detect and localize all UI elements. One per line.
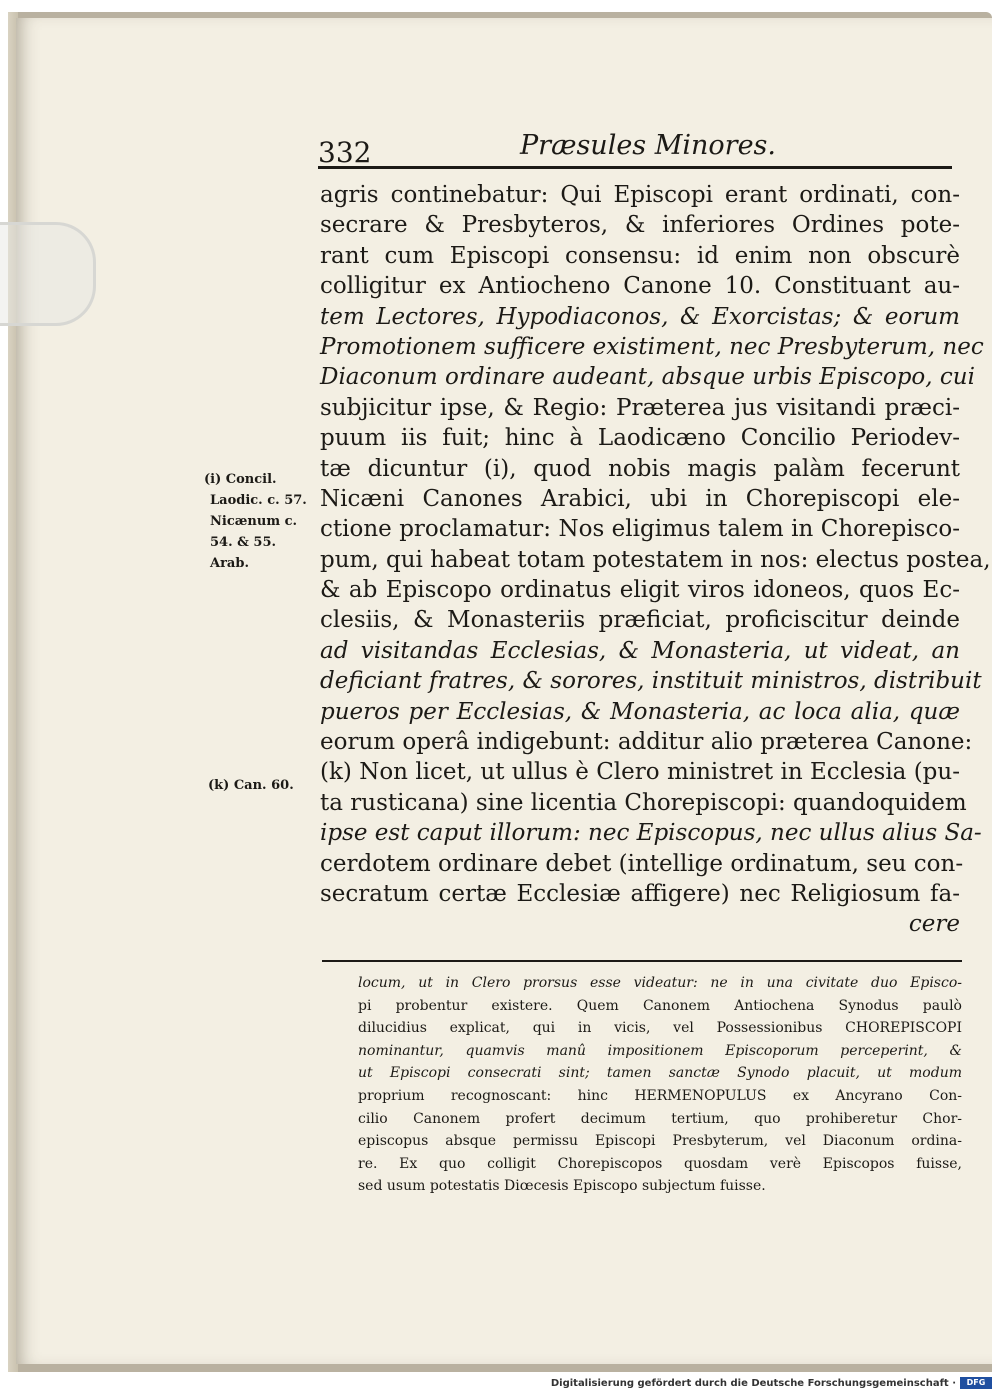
body-line: subjicitur ipse, & Regio: Præterea jus visitandi præci- [320, 394, 960, 421]
footnote-line: nominantur, quamvis manû impositionem Episcoporum perceperint, & [358, 1042, 962, 1059]
footnote-line: proprium recognoscant: hinc HERMENOPULUS ex Ancyrano Con- [358, 1087, 962, 1104]
body-line: ctione proclamatur: Nos eligimus talem in Chorepisco- [320, 516, 960, 543]
footer-strip [0, 1372, 1000, 1392]
footnote-line: dilucidius explicat, qui in vicis, vel Possessionibus CHOREPISCOPI [358, 1020, 962, 1037]
margin-note-k: (k) Can. 60. [208, 778, 294, 793]
body-line: Diaconum ordinare audeant, absque urbis Episcopo, cui [320, 364, 975, 391]
footnote-line: ut Episcopi consecrati sint; tamen sanctæ Synodo placuit, ut modum [358, 1065, 962, 1082]
body-line: (k) Non licet, ut ullus è Clero ministret in Ecclesia (pu- [320, 759, 960, 786]
margin-note-i-line3: Nicænum c. [210, 514, 298, 529]
margin-note-i-line4: 54. & 55. [210, 535, 277, 550]
digitization-credit: Digitalisierung gefördert durch die Deutsche Forschungsgemeinschaft · [550, 1378, 956, 1389]
body-line: ta rusticana) sine licentia Chorepiscopi: quandoquidem [320, 789, 967, 816]
body-line: secrare & Presbyteros, & inferiores Ordines pote- [320, 212, 960, 239]
body-line: deficiant fratres, & sorores, instituit ministros, distribuit [320, 668, 982, 695]
body-line: clesiis, & Monasteriis præficiat, proficiscitur deinde [320, 607, 960, 634]
body-line: ad visitandas Ecclesias, & Monasteria, ut videat, an [320, 637, 960, 664]
footnote-line: sed usum potestatis Diœcesis Episcopo subjectum fuisse. [358, 1178, 766, 1195]
body-line: tæ dicuntur (i), quod nobis magis palàm fecerunt [320, 455, 960, 482]
body-text [320, 180, 991, 940]
body-line: pueros per Ecclesias, & Monasteria, ac loca alia, quæ [320, 698, 960, 725]
page-number: 332 [318, 136, 372, 169]
dfg-logo-icon: DFG [960, 1377, 992, 1389]
body-line: cerdotem ordinare debet (intellige ordinatum, seu con- [320, 850, 964, 877]
footnote-rule [322, 960, 962, 962]
footnote-line: pi probentur existere. Quem Canonem Antiochena Synodus paulò [358, 997, 962, 1014]
footnote-line: re. Ex quo colligit Chorepiscopos quosdam verè Episcopos fuisse, [358, 1155, 962, 1172]
body-line: agris continebatur: Qui Episcopi erant ordinati, con- [320, 182, 960, 208]
running-head: Præsules Minores. [520, 130, 776, 161]
body-line: Promotionem sufficere existiment, nec Presbyterum, nec [320, 333, 984, 360]
body-line: pum, qui habeat totam potestatem in nos: electus postea, [320, 546, 991, 573]
body-line: secratum certæ Ecclesiæ affigere) nec Religiosum fa- [320, 880, 960, 907]
body-line: ipse est caput illorum: nec Episcopus, nec ullus alius Sa- [320, 820, 982, 847]
body-line: puum iis fuit; hinc à Laodicæno Concilio Periodev- [320, 425, 960, 452]
footnote-line: episcopus absque permissu Episcopi Presbyterum, vel Diaconum ordina- [358, 1133, 962, 1150]
footnote-line: cilio Canonem profert decimum tertium, quo prohiberetur Chor- [358, 1110, 962, 1127]
body-line: Nicæni Canones Arabici, ubi in Chorepiscopi ele- [320, 485, 960, 512]
footnote-text [358, 972, 962, 1198]
margin-note-i-line1: (i) Concil. [204, 472, 277, 487]
body-line: eorum operâ indigebunt: additur alio præterea Canone: [320, 729, 973, 756]
page-clip [0, 222, 96, 326]
header-rule [318, 166, 952, 169]
body-line: & ab Episcopo ordinatus eligit viros idoneos, quos Ec- [320, 577, 960, 604]
body-line: rant cum Episcopi consensu: id enim non obscurè [320, 242, 960, 269]
body-line: tem Lectores, Hypodiaconos, & Exorcistas; & eorum [320, 303, 960, 330]
margin-note-i-line5: Arab. [210, 556, 249, 571]
body-line-catchword: cere [908, 911, 960, 938]
body-line: colligitur ex Antiocheno Canone 10. Constituant au- [320, 273, 960, 300]
margin-note-i-line2: Laodic. c. 57. [210, 493, 307, 508]
footnote-line: locum, ut in Clero prorsus esse videatur: ne in una civitate duo Episco- [358, 975, 962, 991]
